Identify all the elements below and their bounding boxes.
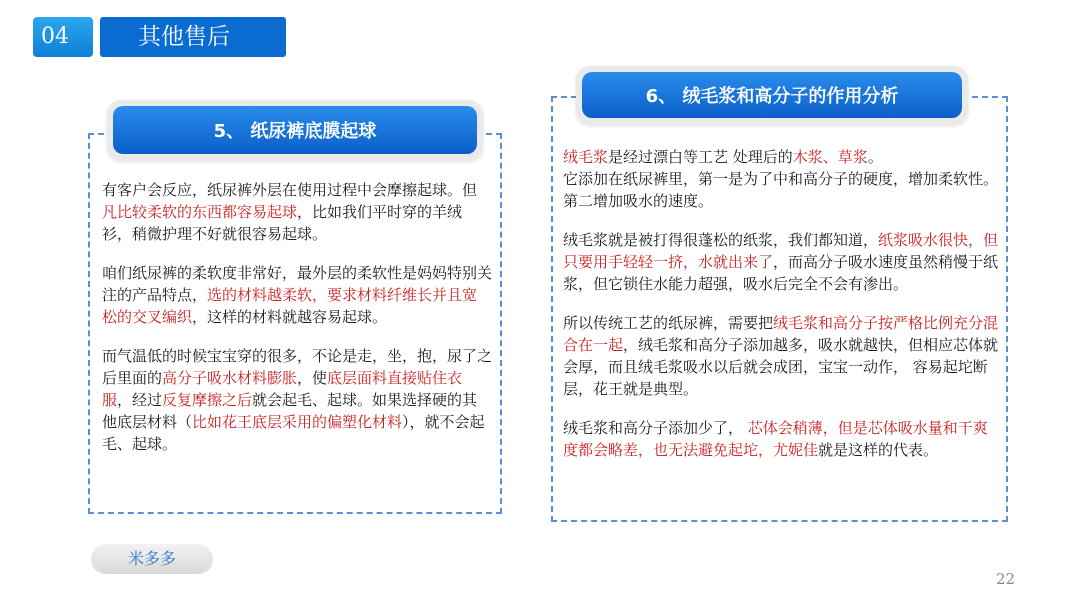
left-paragraph	[102, 262, 492, 328]
left-card-title-pill	[107, 100, 483, 160]
right-paragraph	[563, 146, 1001, 212]
highlight-text: 绒毛浆	[563, 148, 609, 166]
highlight-text: 比如花王底层采用的偏塑化材料	[192, 413, 403, 431]
text-run: 就是这样的代表。	[818, 441, 939, 459]
left-card-body	[102, 179, 492, 472]
highlight-text: 凡比较柔软的东西都容易起球	[102, 203, 298, 221]
right-paragraph	[563, 229, 1001, 295]
text-run: ，使	[297, 369, 328, 387]
text-run: 。 它添加在纸尿裤里，第一是为了中和高分子的硬度，增加柔软性。第二增加吸水的速度。	[563, 148, 999, 210]
section-number-badge: 04	[33, 17, 93, 57]
right-paragraph	[563, 417, 1001, 461]
text-run: ），就不会起毛、起球。	[102, 413, 485, 453]
text-run: 绒毛浆和高分子添加少了，	[563, 419, 744, 437]
page-number: 22	[996, 570, 1016, 588]
highlight-text: 木浆、草浆	[792, 148, 868, 166]
text-run: 就会起毛、起球。如果选择硬的其他底层材料（	[102, 391, 478, 431]
section-title: 其他售后	[100, 17, 286, 57]
right-card-title: 6、 绒毛浆和高分子的作用分析	[582, 72, 962, 118]
text-run: 有客户会反应，纸尿裤外层在使用过程中会摩擦起球。但	[102, 181, 478, 199]
text-run: ，而高分子吸水速度虽然稍慢于纸浆，但它锁住水能力超强，吸水后完全不会有渗出。	[563, 253, 999, 293]
text-run: ，绒毛浆和高分子添加越多，吸水就越快，但相应芯体就会厚，而且绒毛浆吸水以后就会成团，宝宝一动作， 容易起坨断层，花王就是典型。	[563, 336, 999, 398]
text-run: ，这样的材料就越容易起球。	[192, 308, 388, 326]
left-paragraph	[102, 179, 492, 245]
highlight-text: 选的材料越柔软，要求材料纤维长并且宽松的交叉编织	[102, 286, 478, 326]
left-paragraph	[102, 345, 492, 455]
text-run: ，经过	[117, 391, 163, 409]
left-card-title: 5、 纸尿裤底膜起球	[113, 106, 477, 154]
right-card-title-pill	[576, 66, 968, 124]
right-paragraph	[563, 312, 1001, 400]
right-card-body	[563, 146, 1001, 478]
text-run: ，比如我们平时穿的羊绒衫，稍微护理不好就很容易起球。	[102, 203, 463, 243]
text-run: 是经过漂白等工艺 处理后的	[608, 148, 793, 166]
highlight-text: 绒毛浆和高分子按严格比例充分混合在一起	[563, 314, 999, 354]
text-run: 而气温低的时候宝宝穿的很多，不论是走，坐，抱，尿了之后里面的	[102, 347, 493, 387]
highlight-text: 反复摩擦之后	[162, 391, 253, 409]
highlight-text: 底层面料直接贴住衣服	[102, 369, 463, 409]
text-run: 所以传统工艺的纸尿裤，需要把	[563, 314, 774, 332]
text-run: 咱们纸尿裤的柔软度非常好，最外层的柔软性是妈妈特别关注的产品特点，	[102, 264, 493, 304]
highlight-text: 高分子吸水材料膨胀	[162, 369, 298, 387]
highlight-text: 纸浆吸水很快，但只要用手轻轻一挤，水就出来了	[563, 231, 999, 271]
brand-logo: 米多多	[91, 544, 213, 574]
text-run: 绒毛浆就是被打得很蓬松的纸浆，我们都知道，	[563, 231, 879, 249]
highlight-text: 芯体会稍薄，但是芯体吸水量和干爽度都会略差，也无法避免起坨，尤妮佳	[563, 419, 988, 459]
